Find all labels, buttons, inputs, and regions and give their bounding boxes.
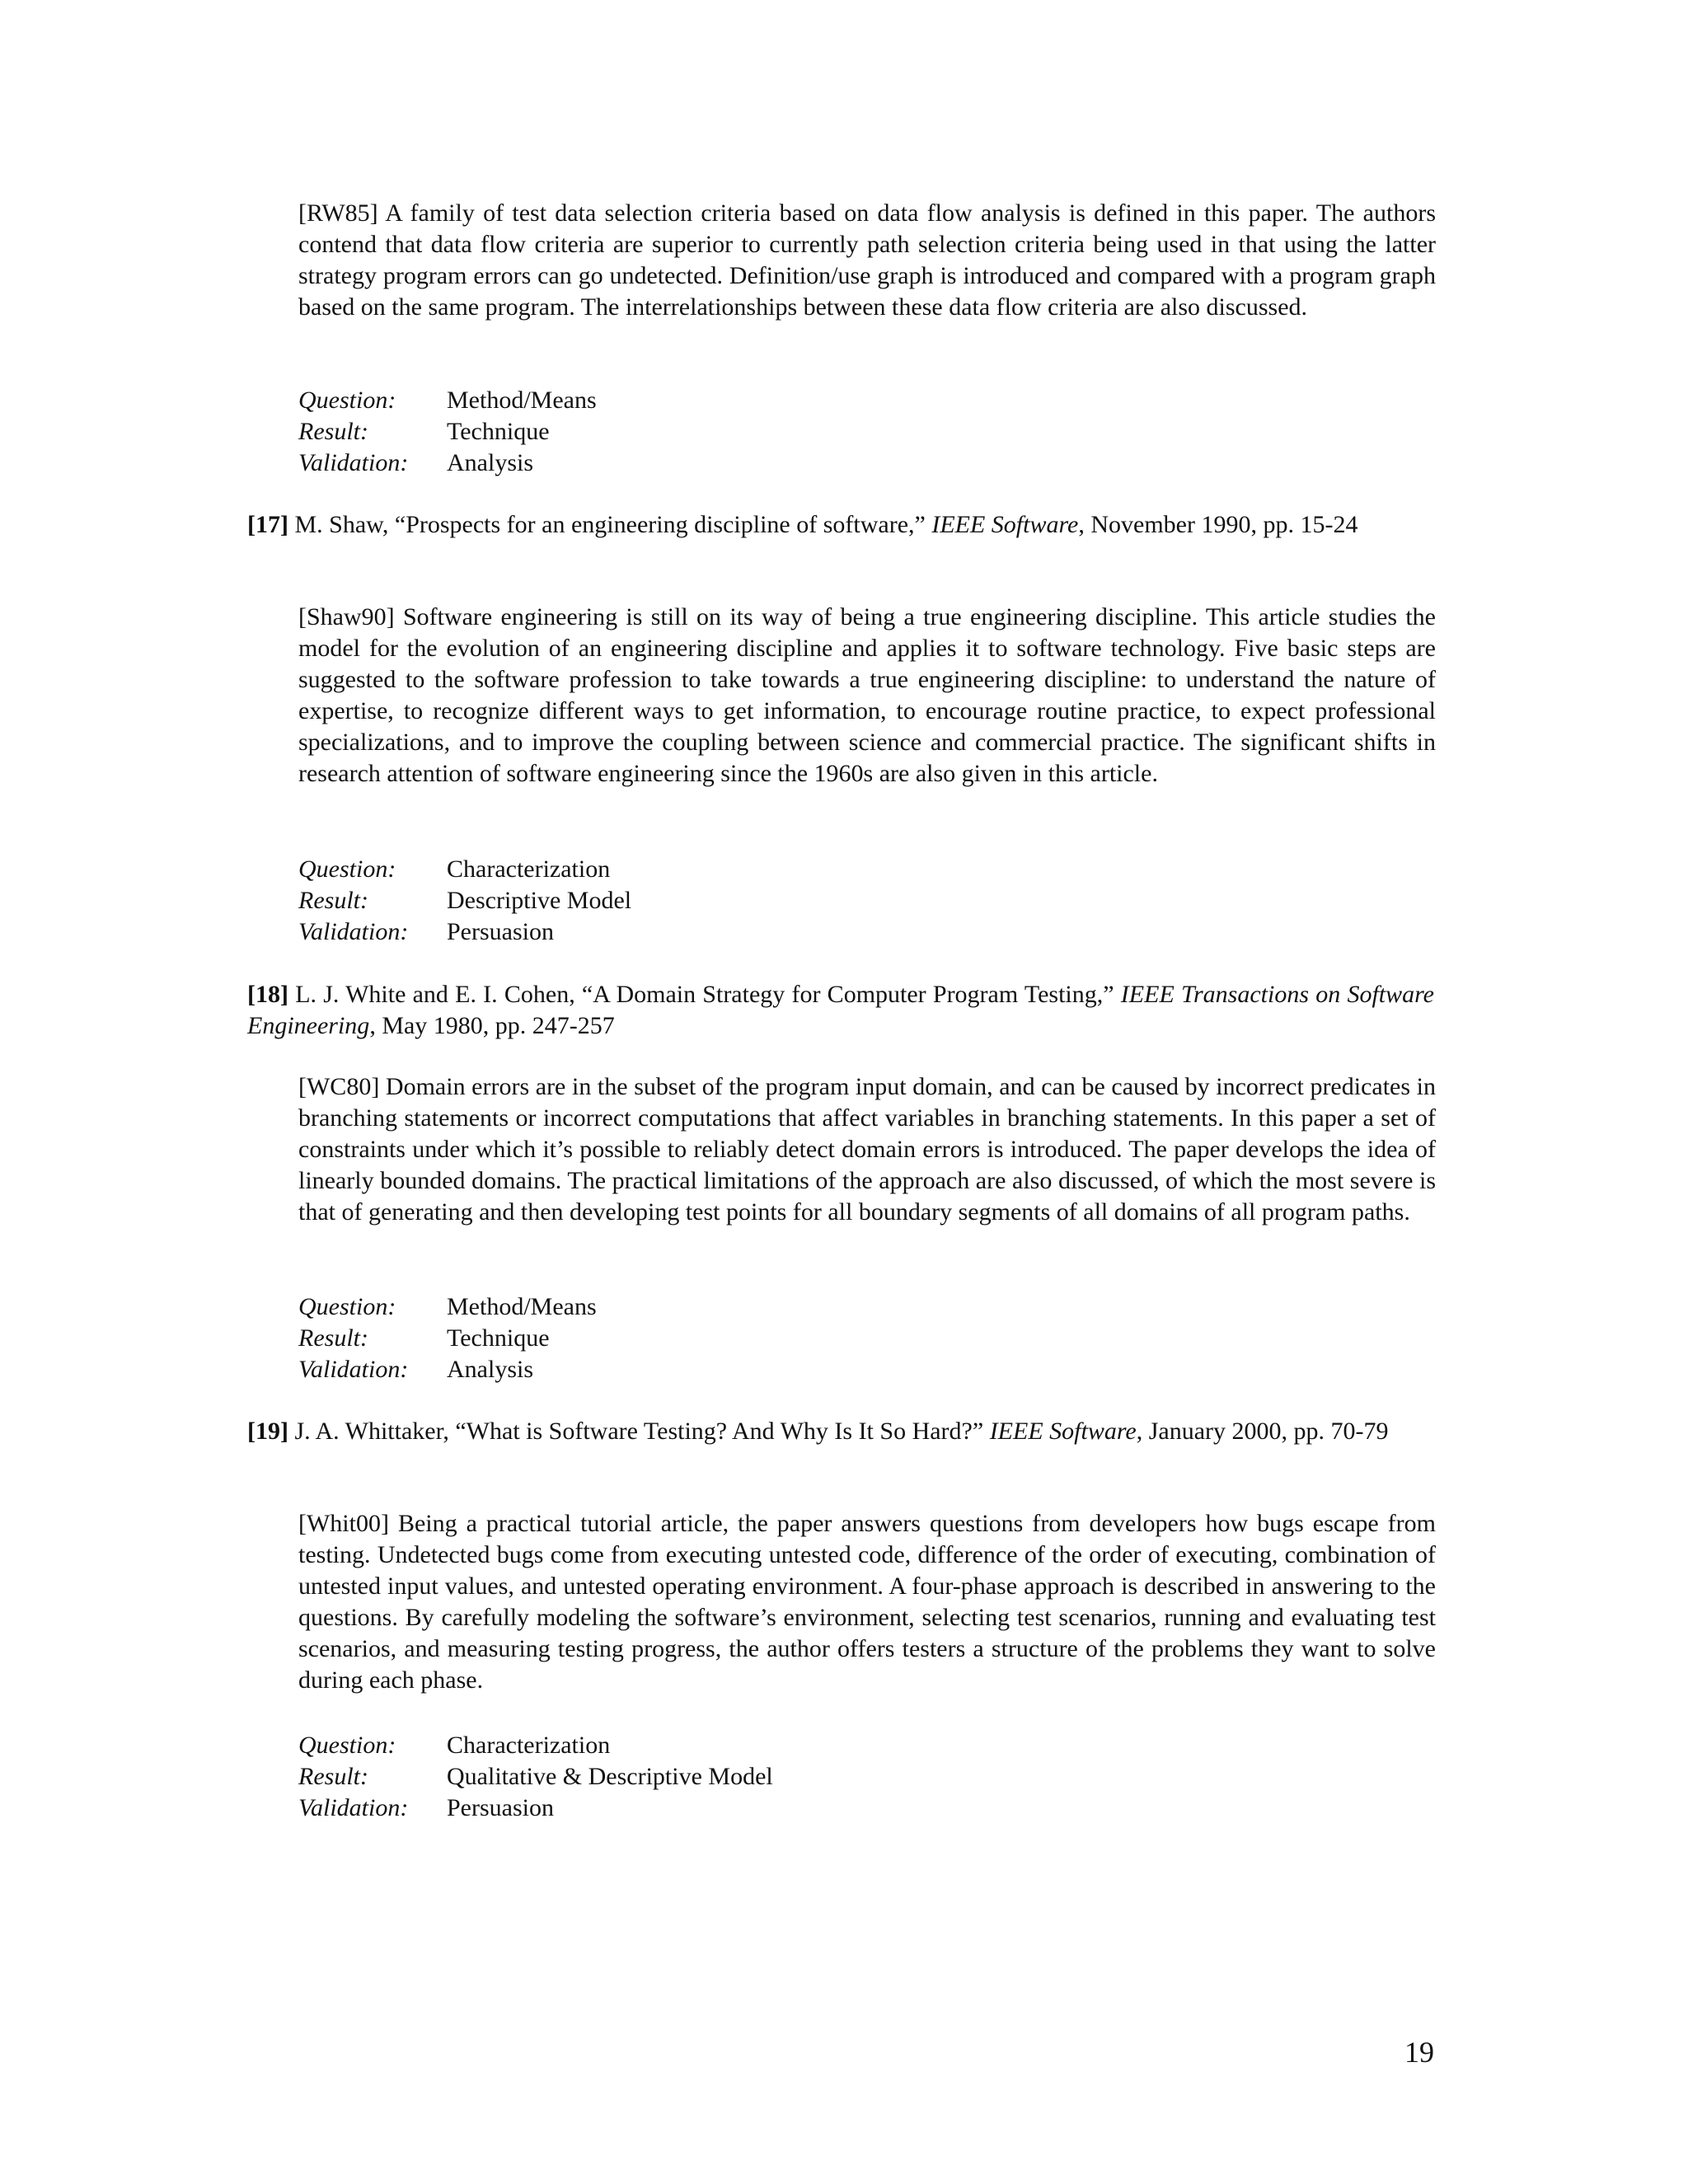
question-value: Characterization xyxy=(447,1732,611,1759)
result-value: Qualitative & Descriptive Model xyxy=(447,1763,773,1790)
reference-venue: IEEE Software xyxy=(931,511,1079,538)
validation-row xyxy=(298,1793,773,1824)
reference-authors-title: L. J. White and E. I. Cohen, “A Domain Strategy for Computer Program Testing,” xyxy=(288,981,1121,1008)
entry-classification xyxy=(298,1291,597,1385)
reference-citation xyxy=(247,509,1434,541)
validation-value: Analysis xyxy=(447,1356,533,1383)
validation-value: Persuasion xyxy=(447,918,554,945)
entry-abstract: [Shaw90] Software engineering is still on its way of being a true engineering discipline. This article studies the model for the evolution of an engineering discipline and applies it to software technology. Five basic steps are suggested to the software profession to take towards a true engineering discipline: to understand the nature of expertise, to recognize different ways to get information, to encourage routine practice, to expect professional specializations, and to improve the coupling between science and commercial practice. The significant shifts in research attention of software engineering since the 1960s are also given in this article. xyxy=(298,603,1436,787)
question-value: Characterization xyxy=(447,855,611,883)
reference-citation xyxy=(247,979,1434,1042)
reference-venue: IEEE Transactions on Software Engineering xyxy=(247,981,1434,1039)
entry-abstract: [RW85] A family of test data selection criteria based on data flow analysis is defined in this paper. The authors contend that data flow criteria are superior to currently path selection criteria being used in that using the latter strategy program errors can go undetected. Definition/use graph is introduced and compared with a program graph based on the same program. The interrelationships between these data flow criteria are also discussed. xyxy=(298,199,1436,321)
result-value: Technique xyxy=(447,418,550,445)
result-row xyxy=(298,1761,773,1793)
result-label: Result: xyxy=(298,1324,368,1352)
question-label: Question: xyxy=(298,387,396,414)
question-row xyxy=(298,854,631,885)
validation-label: Validation: xyxy=(298,1794,409,1821)
reference-details: , November 1990, pp. 15-24 xyxy=(1078,511,1358,538)
entry-classification xyxy=(298,854,631,948)
reference-details: , January 2000, pp. 70-79 xyxy=(1136,1418,1389,1445)
validation-row xyxy=(298,448,597,479)
validation-label: Validation: xyxy=(298,449,409,476)
result-label: Result: xyxy=(298,418,368,445)
question-row xyxy=(298,385,597,416)
reference-authors-title: J. A. Whittaker, “What is Software Testing? And Why Is It So Hard?” xyxy=(288,1418,990,1445)
question-value: Method/Means xyxy=(447,1293,597,1320)
result-value: Descriptive Model xyxy=(447,887,632,914)
reference-number: [17] xyxy=(247,511,288,538)
result-value: Technique xyxy=(447,1324,550,1352)
validation-row xyxy=(298,1354,597,1385)
question-label: Question: xyxy=(298,1732,396,1759)
result-row xyxy=(298,416,597,448)
question-row xyxy=(298,1730,773,1761)
validation-label: Validation: xyxy=(298,1356,409,1383)
reference-details: , May 1980, pp. 247-257 xyxy=(369,1012,615,1039)
reference-number: [18] xyxy=(247,981,288,1008)
reference-citation xyxy=(247,1416,1434,1447)
entry-abstract: [WC80] Domain errors are in the subset of the program input domain, and can be caused by incorrect predicates in branching statements or incorrect computations that affect variables in branching statements. In this paper a set of constraints under which it’s possible to reliably detect domain errors is introduced. The paper develops the idea of linearly bounded domains. The practical limitations of the approach are also discussed, of which the most severe is that of generating and then developing test points for all boundary segments of all domains of all program paths. xyxy=(298,1073,1436,1226)
page-number: 19 xyxy=(1404,2036,1434,2069)
reference-venue: IEEE Software xyxy=(989,1418,1137,1445)
question-row xyxy=(298,1291,597,1323)
entry-classification xyxy=(298,1730,773,1824)
result-label: Result: xyxy=(298,887,368,914)
reference-number: [19] xyxy=(247,1418,288,1445)
reference-authors-title: M. Shaw, “Prospects for an engineering discipline of software,” xyxy=(288,511,932,538)
result-row xyxy=(298,885,631,916)
entry-classification xyxy=(298,385,597,479)
entry-abstract: [Whit00] Being a practical tutorial article, the paper answers questions from developers how bugs escape from testing. Undetected bugs come from executing untested code, difference of the order of executing, combination of untested input values, and untested operating environment. A four-phase approach is described in answering to the questions. By carefully modeling the software’s environment, selecting test scenarios, running and evaluating test scenarios, and measuring testing progress, the author offers testers a structure of the problems they want to solve during each phase. xyxy=(298,1510,1436,1694)
validation-value: Persuasion xyxy=(447,1794,554,1821)
validation-row xyxy=(298,916,631,948)
question-value: Method/Means xyxy=(447,387,597,414)
result-label: Result: xyxy=(298,1763,368,1790)
result-row xyxy=(298,1323,597,1354)
validation-value: Analysis xyxy=(447,449,533,476)
question-label: Question: xyxy=(298,855,396,883)
question-label: Question: xyxy=(298,1293,396,1320)
validation-label: Validation: xyxy=(298,918,409,945)
